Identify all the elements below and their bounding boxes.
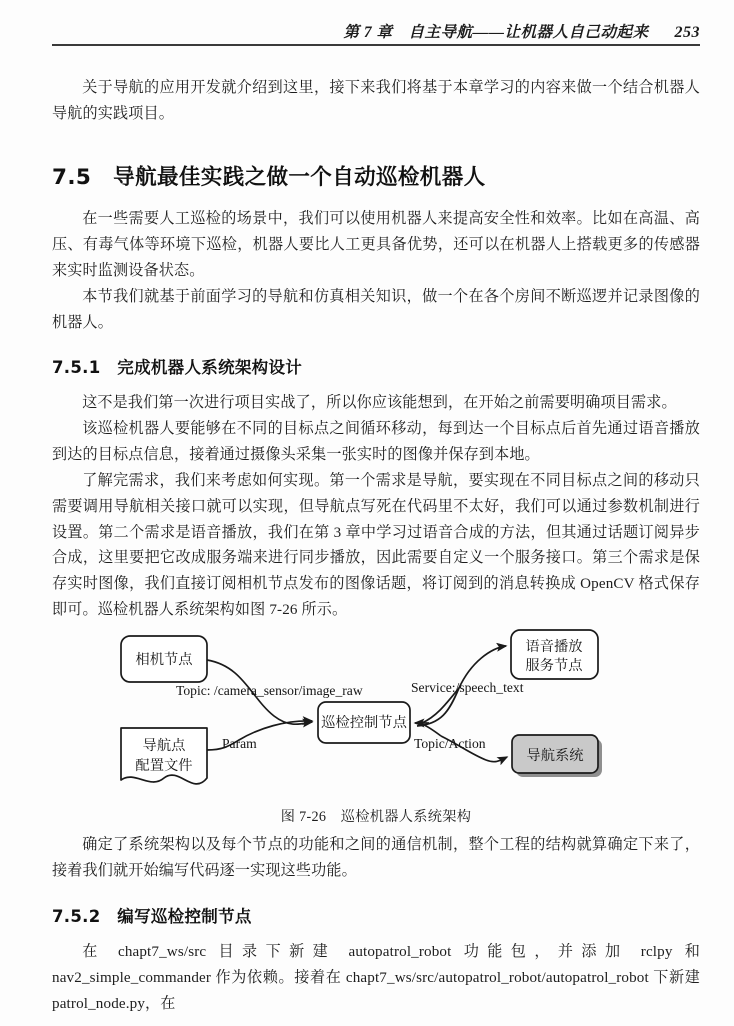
node-navigation-system-label: 导航系统 (526, 748, 584, 764)
node-camera (121, 636, 207, 682)
paragraph-block-4 (52, 417, 700, 469)
node-patrol-control-label: 巡检控制节点 (321, 715, 407, 731)
paragraph-3: 这不是我们第一次进行项目实战了，所以你应该能想到，在开始之前需要明确项目需求。 (82, 395, 677, 411)
header-rule (52, 44, 700, 46)
paragraph-block-6 (52, 833, 700, 885)
node-speech-service-label-2: 服务节点 (525, 658, 583, 674)
node-navigation-system (512, 735, 602, 777)
node-camera-label: 相机节点 (135, 652, 193, 668)
node-waypoint-file (121, 728, 207, 784)
section-7-5-heading: 7.5 导航最佳实践之做一个自动巡检机器人 (52, 165, 486, 190)
architecture-diagram (111, 620, 641, 800)
subsection-heading-block-751 (52, 354, 700, 378)
paragraph-block-3 (52, 391, 700, 417)
paragraph-6: 确定了系统架构以及每个节点的功能和之间的通信机制，整个工程的结构就算确定下来了，接着我们就开始编写代码逐一实现这些功能。 (52, 837, 700, 879)
paragraph-intro: 关于导航的应用开发就介绍到这里，接下来我们将基于本章学习的内容来做一个结合机器人导航的实践项目。 (52, 80, 700, 122)
paragraph-2: 本节我们就基于前面学习的导航和仿真相关知识，做一个在各个房间不断巡逻并记录图像的机器人。 (52, 289, 700, 331)
subsection-7-5-1-heading: 7.5.1 完成机器人系统架构设计 (52, 358, 303, 377)
edge-speech-service-label: Service:/speech_text (411, 680, 524, 695)
subsection-7-5-2-heading: 7.5.2 编写巡检控制节点 (52, 907, 252, 926)
paragraph-block-7 (52, 940, 700, 1017)
paragraph-block-1 (52, 207, 700, 284)
edge-camera-topic-label: Topic: /camera_sensor/image_raw (176, 683, 363, 698)
paragraph-4: 该巡检机器人要能够在不同的目标点之间循环移动，每到达一个目标点后首先通过语音播放到达的目标点信息，接着通过摄像头采集一张实时的图像并保存到本地。 (52, 421, 700, 463)
edge-nav-return-segment (422, 724, 441, 736)
node-speech-service (511, 630, 598, 679)
running-head-chapter: 第 7 章 自主导航——让机器人自己动起来 (343, 24, 649, 41)
subsection-heading-block-752 (52, 903, 700, 927)
figure-caption: 图 7-26 巡检机器人系统架构 (280, 809, 472, 825)
intro-block (52, 76, 700, 128)
node-waypoint-file-label-2: 配置文件 (135, 758, 193, 774)
node-speech-service-label-1: 语音播放 (525, 639, 583, 655)
section-heading-block (52, 160, 700, 191)
paragraph-block-2 (52, 285, 700, 337)
edge-param-label: Param (222, 736, 257, 751)
node-waypoint-file-label-1: 导航点 (142, 738, 186, 754)
paragraph-7: 在 chapt7_ws/src 目录下新建 autopatrol_robot 功能包，并添加 rclpy 和 nav2_simple_commander 作为依赖。接着在 chapt7_ws/src/autopatrol_robot/autopatrol_robot 下新建 patrol_node.py，在 (52, 944, 700, 1012)
paragraph-1: 在一些需要人工巡检的场景中，我们可以使用机器人来提高安全性和效率。比如在高温、高压、有毒气体等环境下巡检，机器人要比人工更具备优势，还可以在机器人上搭载更多的传感器来实时监测设备状态。 (52, 211, 700, 279)
figure-7-26 (52, 620, 700, 826)
paragraph-block-5 (52, 469, 700, 624)
edge-nav-topic-action-label: Topic/Action (414, 736, 486, 751)
paragraph-5: 了解完需求，我们来考虑如何实现。第一个需求是导航，要实现在不同目标点之间的移动只需要调用导航相关接口就可以实现，但导航点写死在代码里不太好，我们可以通过参数机制进行设置。第二个需求是语音播放，我们在第 3 章中学习过语音合成的方法，但其通过话题订阅异步合成，这里要把它改成服务端来进行同步播放，因此需要自定义一个服务接口。第三个需求是保存实时图像，我们直接订阅相机节点发布的图像话题，将订阅到的消息转换成 OpenCV 格式保存即可。巡检机器人系统架构如图 7-26 所示。 (52, 473, 700, 618)
node-patrol-control (318, 702, 410, 743)
page-number: 253 (674, 24, 700, 41)
running-head (52, 16, 700, 42)
